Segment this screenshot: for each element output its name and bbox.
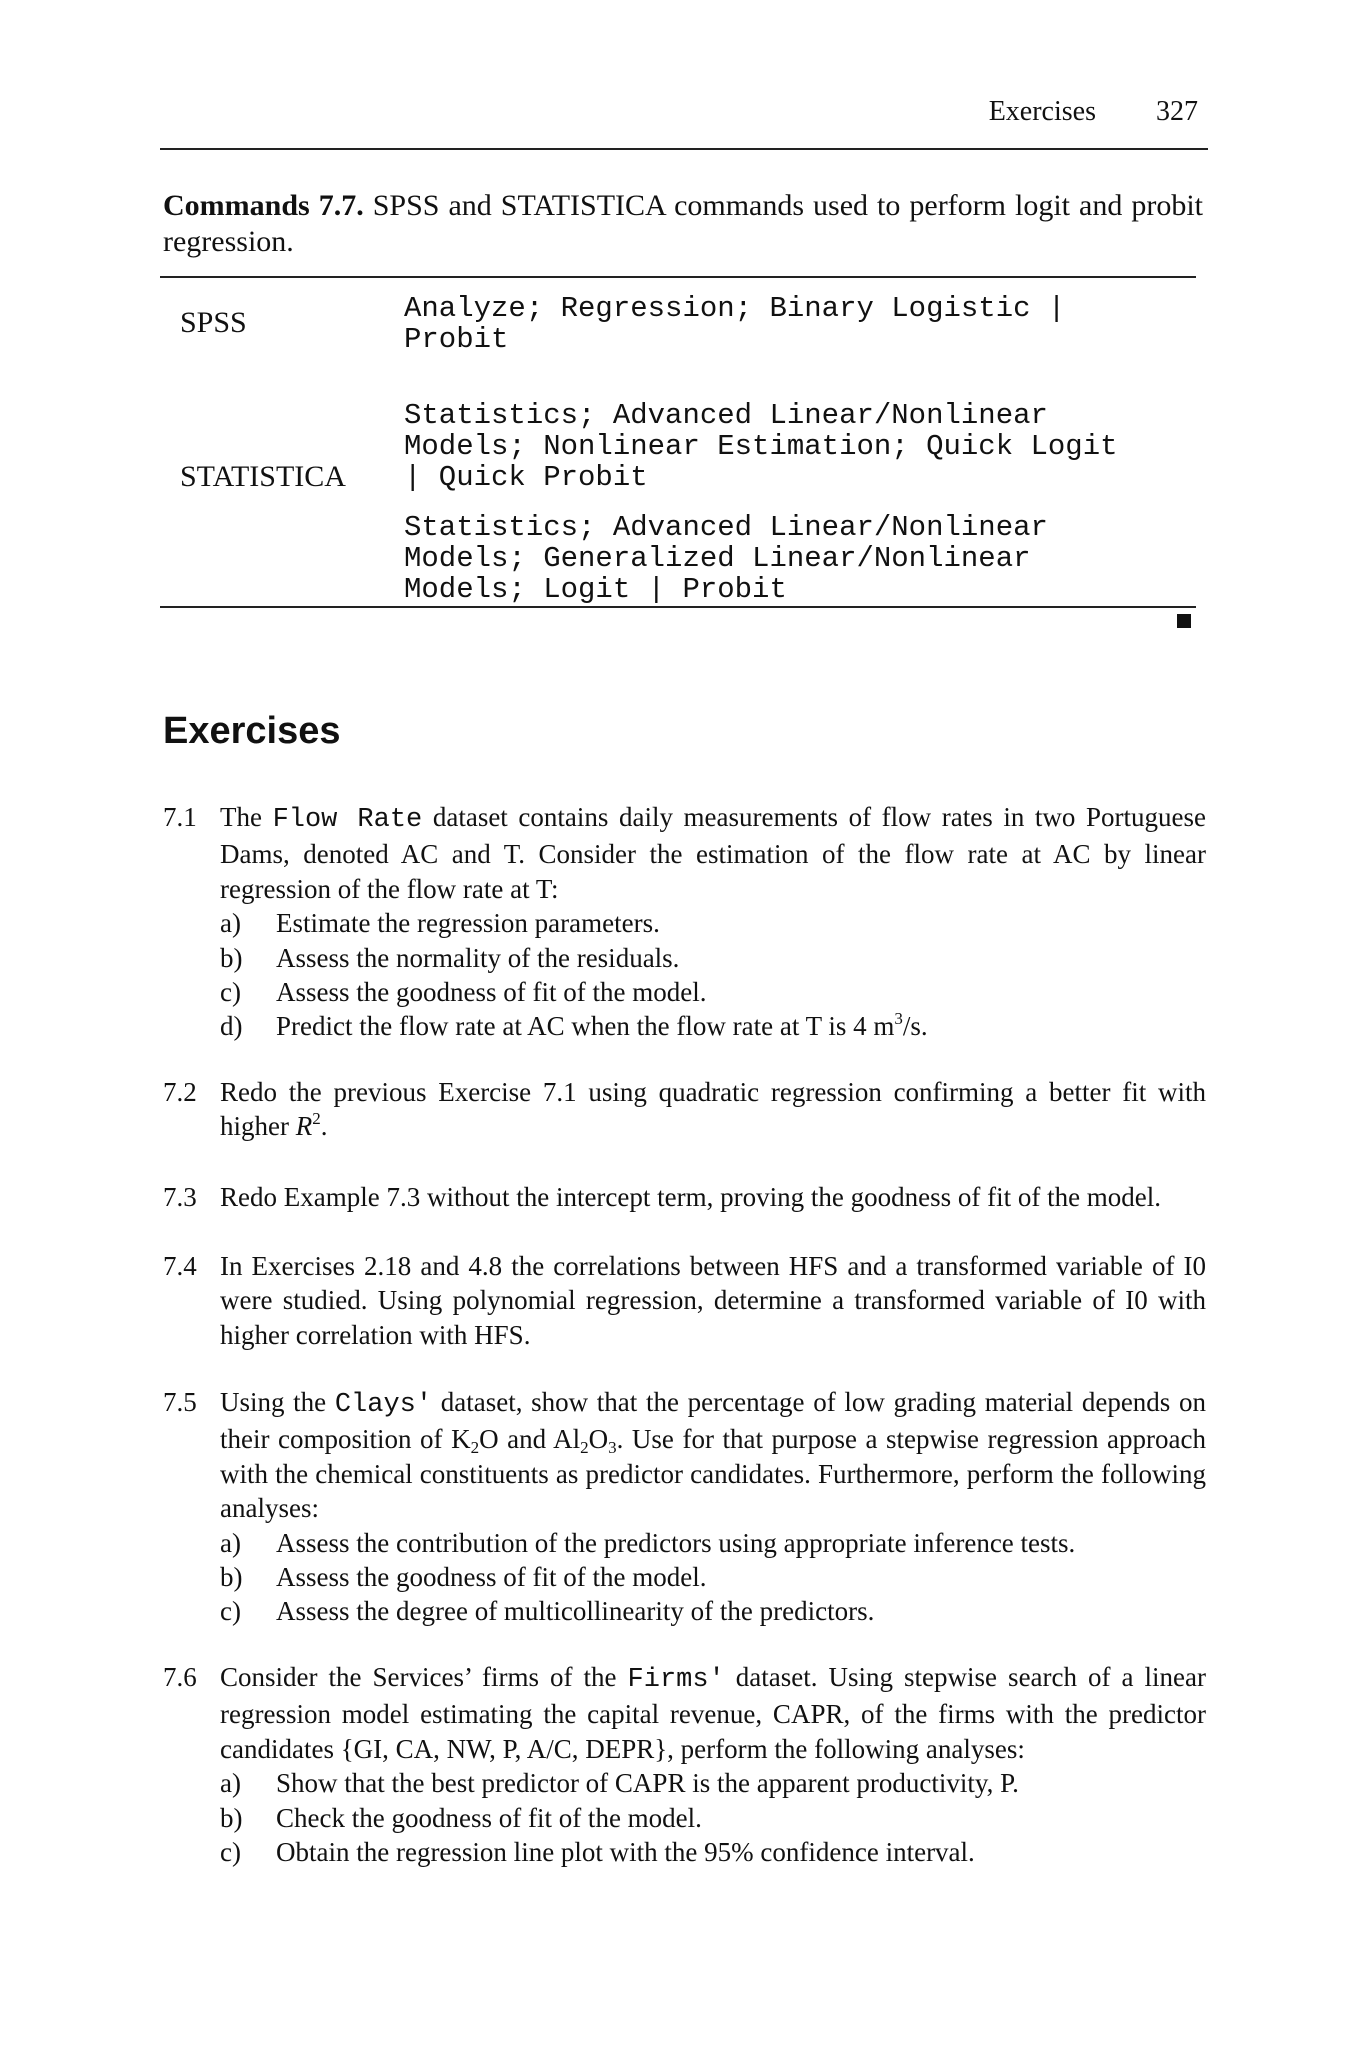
part-text: Assess the goodness of fit of the model. [276, 977, 707, 1008]
superscript: 3 [894, 1009, 903, 1029]
superscript: 2 [312, 1109, 321, 1129]
part-letter: a) [220, 908, 241, 939]
part-text: Assess the contribution of the predictors using appropriate inference tests. [276, 1527, 1076, 1558]
exercise-text: Redo Example 7.3 without the intercept term, proving the goodness of fit of the model. [220, 1182, 1162, 1212]
part-letter: b) [220, 942, 243, 973]
exercise-7-1 [163, 800, 1206, 1044]
subscript: 2 [470, 1438, 480, 1458]
exercise-7-3 [163, 1180, 1206, 1214]
part-letter: c) [220, 1596, 241, 1627]
exercise-text [220, 1075, 1206, 1144]
part-letter: d) [220, 1011, 243, 1042]
part-letter: a) [220, 1768, 241, 1799]
exercise-number: 7.4 [163, 1251, 197, 1281]
exercise-part [220, 1835, 1206, 1869]
exercise-number: 7.6 [163, 1662, 197, 1692]
part-text: Estimate the regression parameters. [276, 908, 660, 939]
running-header-section: Exercises [988, 96, 1096, 127]
dataset-name: Clays' [334, 1390, 433, 1420]
commands-caption [163, 188, 1203, 260]
part-text: Predict the flow rate at AC when the flow rate at T is 4 m [276, 1011, 895, 1042]
table-top-rule [160, 276, 1196, 278]
exercise-7-2 [163, 1075, 1206, 1144]
exercise-text [220, 800, 1206, 906]
header-rule [160, 148, 1208, 150]
text-segment: dataset. Using stepwise search of a linear regression model estimating the capital revenue, CAPR, of the firms with the predictor candidates {GI, CA, NW, P, A/C, DEPR}, perform the following analyses: [220, 1662, 1207, 1764]
text-segment: dataset contains daily measurements of flow rates in two Portuguese Dams, denoted AC and T. Consider the estimation of the flow rate at AC by linear regression of the flow rate at T: [220, 802, 1206, 904]
exercise-text [220, 1660, 1206, 1766]
part-text-tail: /s. [902, 1011, 928, 1042]
exercise-part [220, 1766, 1206, 1800]
exercise-number: 7.1 [163, 802, 197, 832]
part-text: Check the goodness of fit of the model. [276, 1802, 702, 1833]
exercise-part [220, 1594, 1206, 1628]
variable-r: R [295, 1111, 313, 1142]
exercise-7-6 [163, 1660, 1206, 1869]
caption-label: Commands 7.7. [163, 189, 364, 222]
exercise-part [220, 941, 1206, 975]
subscript: 2 [580, 1438, 589, 1458]
exercise-7-4 [163, 1249, 1206, 1352]
text-segment: dataset, show that the percentage of low grading material depends on their composition of K [220, 1387, 1206, 1455]
exercise-number: 7.2 [163, 1077, 197, 1107]
dataset-name: Firms' [627, 1665, 725, 1695]
part-text: Assess the normality of the residuals. [276, 942, 680, 973]
text-segment: . [320, 1111, 328, 1142]
text-segment: The [220, 802, 273, 832]
exercise-part [220, 1526, 1206, 1560]
exercise-part [220, 906, 1206, 940]
part-letter: c) [220, 1837, 241, 1868]
dataset-name: Flow Rate [272, 805, 423, 835]
statistica-menu-path-1: Statistics; Advanced Linear/Nonlinear Models; Nonlinear Estimation; Quick Logit | Quick Probit [404, 399, 1118, 494]
exercise-text [220, 1385, 1206, 1526]
spss-menu-path: Analyze; Regression; Binary Logistic | Probit [404, 292, 1066, 356]
table-bottom-rule [160, 606, 1196, 608]
running-header [160, 96, 1204, 136]
text-segment: . Use for that purpose a stepwise regression approach with the chemical constituents as predictor candidates. Furthermore, perform the following analyses: [220, 1424, 1206, 1524]
exercise-7-5 [163, 1385, 1206, 1629]
page-number: 327 [1156, 96, 1198, 127]
part-text: Show that the best predictor of CAPR is the apparent productivity, P. [276, 1768, 1019, 1799]
software-name-statistica: STATISTICA [180, 460, 346, 493]
part-letter: a) [220, 1527, 241, 1558]
caption-text: SPSS and STATISTICA commands used to perform logit and probit regression. [163, 189, 1203, 258]
text-segment: Redo the previous Exercise 7.1 using quadratic regression confirming a better fit with higher [220, 1077, 1206, 1142]
exercise-part [220, 1009, 1206, 1043]
exercise-number: 7.3 [163, 1182, 197, 1212]
exercise-part [220, 975, 1206, 1009]
part-text: Obtain the regression line plot with the 95% confidence interval. [276, 1837, 975, 1868]
part-letter: b) [220, 1562, 243, 1593]
subscript: 3 [608, 1438, 617, 1458]
text-segment: Using the [220, 1387, 335, 1417]
end-of-commands-square-icon [1177, 614, 1191, 628]
part-letter: c) [220, 977, 241, 1008]
statistica-menu-path-2: Statistics; Advanced Linear/Nonlinear Models; Generalized Linear/Nonlinear Models; Logit | Probit [404, 511, 1048, 606]
exercise-part [220, 1801, 1206, 1835]
exercise-number: 7.5 [163, 1387, 197, 1417]
text-segment: Consider the Services’ firms of the [220, 1662, 628, 1692]
text-segment: O [588, 1424, 609, 1455]
software-name-spss: SPSS [180, 306, 247, 339]
part-text: Assess the degree of multicollinearity of the predictors. [276, 1596, 875, 1627]
exercise-text: In Exercises 2.18 and 4.8 the correlations between HFS and a transformed variable of I0 were studied. Using polynomial regression, determine a transformed variable of I0 with higher correlation with HFS. [220, 1251, 1206, 1350]
part-letter: b) [220, 1802, 243, 1833]
exercise-part [220, 1560, 1206, 1594]
text-segment: O and Al [479, 1424, 581, 1455]
part-text: Assess the goodness of fit of the model. [276, 1562, 707, 1593]
exercises-heading: Exercises [163, 710, 341, 752]
